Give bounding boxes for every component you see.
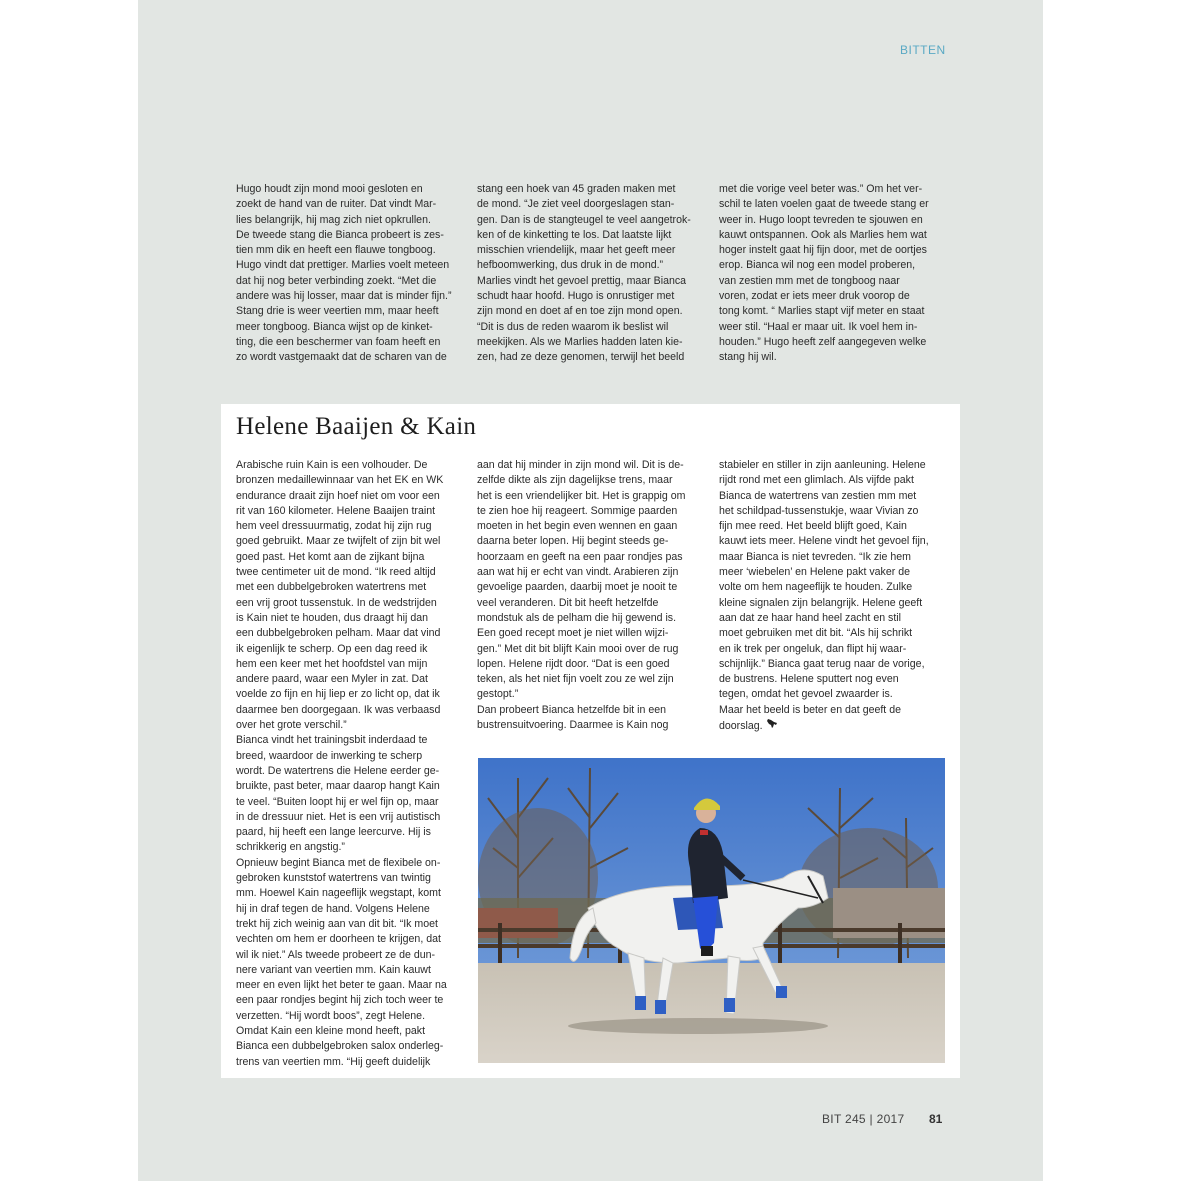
photo-illustration — [478, 758, 945, 1063]
article-column-2: stang een hoek van 45 graden maken met de mond. “Je ziet veel doorgeslagen stan- gen. Dan is de stangteugel te veel aangetrok- ken of de kinketting te los. Dat laatste lijkt misschien vriendelijk, maar het geeft meer hefboomwerking, dus druk in de mond.” Marlies vindt het gevoel prettig, maar Bianca schudt haar hoofd. Hugo is onrustiger met zijn mond en doet af en toe zijn mond open. “Dit is dus de reden waarom ik beslist wil meekijken. Als we Marlies hadden laten kie- zen, had ze deze genomen, terwijl het beeld — [477, 183, 691, 364]
box-column-2: aan dat hij minder in zijn mond wil. Dit is de- zelfde dikte als zijn dagelijkse trens, maar het is een vriendelijker bit. Het is grappig om te zien hoe hij reageert. Sommige paarden moeten in het begin even wennen en gaan daarna beter lopen. Hij begint steeds ge- hoorzaam en geeft na een paar rondjes pas aan wat hij er echt van vindt. Arabieren zijn gevoelige paarden, daarbij moet je nooit te veel veranderen. Dit bit heeft hetzelfde mondstuk als de pelham die hij gewend is. Een goed recept moet je niet willen wijzi- gen.” Met dit bit blijft Kain mooi over de rug lopen. Helene rijdt door. “Dat is een goed teken, als het niet fijn voelt zou ze wel zijn gestopt.” Dan probeert Bianca hetzelfde bit in een bustrensuitvoering. Daarmee is Kain nog — [477, 459, 686, 732]
article-column-1: Hugo houdt zijn mond mooi gesloten en zoekt de hand van de ruiter. Dat vindt Mar- lies belangrijk, hij mag zich niet opkrullen. De tweede stang die Bianca probeert is zes- tien mm dik en heeft een flauwe tongboog. Hugo vindt dat prettiger. Marlies voelt meteen dat hij nog beter verbinding zoekt. “Met die andere was hij losser, maar dat is minder fijn.” Stang drie is weer veertien mm, maar heeft meer tongboog. Bianca wijst op de kinket- ting, die een beschermer van foam heeft en zo wordt vastgemaakt dat de scharen van de — [236, 183, 452, 364]
section-label: BITTEN — [900, 43, 946, 57]
box-title: Helene Baaijen & Kain — [236, 413, 477, 440]
box-column-3-text: stabieler en stiller in zijn aanleuning. Helene rijdt rond met een glimlach. Als vijfde pakt Bianca de watertrens van zestien mm met het schildpad-tussenstukje, waar Vivian zo fijn mee reed. Het beeld blijft goed, Kain kauwt iets meer. Helene vindt het gevoel fijn, maar Bianca is niet tevreden. “Ik zie hem meer ‘wiebelen’ en Helene pakt vaker de volte om hem nageeflijk te houden. Zulke kleine signalen zijn belangrijk. Helene geeft aan dat ze haar hand heel zacht en stil moet gebruiken met dit bit. “Als hij schrikt en ik trek per ongeluk, dan flipt hij waar- schijnlijk.” Bianca gaat terug naar de vorige, de bustrens. Helene sputtert nog even tegen, omdat het gevoel zwaarder is. Maar het beeld is beter en dat geeft de doorslag. — [719, 459, 929, 733]
horse-end-mark-icon — [766, 718, 778, 729]
box-column-1: Arabische ruin Kain is een volhouder. De bronzen medaillewinnaar van het EK en WK endurance draait zijn hoef niet om voor een rit van 160 kilometer. Helene Baaijen traint hem veel dressuurmatig, zodat hij zijn rug goed gebruikt. Maar ze twijfelt of zijn bit wel goed past. Het komt aan de zijkant bijna twee centimeter uit de mond. “Ik reed altijd met een dubbelgebroken watertrens met een vrij groot tussenstuk. In de wedstrijden is Kain niet te houden, dus draagt hij dan een dubbelgebroken pelham. Maar dat vind ik eigenlijk te scherp. Op een dag reed ik hem een keer met het hoofdstel van mijn andere paard, waar een Myler in zat. Dat voelde zo fijn en hij liep er zo licht op, dat ik daarmee ben doorgegaan. Ik was verbaasd over het grote verschil.” Bianca vindt het trainingsbit inderdaad te breed, waardoor de inwerking te scherp wordt. De watertrens die Helene eerder ge- bruikte, past beter, maar daarop hangt Kain te veel. “Buiten loopt hij er wel fijn op, maar in de dressuur niet. Het is een vrij autistisch paard, hij heeft een lange leercurve. Hij is schrikkerig en angstig.” Opnieuw begint Bianca met de flexibele on- gebroken kunststof watertrens van twintig mm. Hoewel Kain nageeflijk wegstapt, komt hij in draf tegen de hand. Volgens Helene trekt hij zich weinig aan van dit bit. “Ik moet vechten om hem er doorheen te krijgen, dat wil ik niet.” Als tweede probeert ze de dun- nere variant van veertien mm. Kain kauwt meer en even lijkt het beter te gaan. Maar na een paar rondjes begint hij zich toch weer te verzetten. “Hij wordt boos”, zegt Helene. Omdat Kain een kleine mond heeft, pakt Bianca een dubbelgebroken salox onderleg- trens van veertien mm. “Hij geeft duidelijk — [236, 459, 447, 1068]
footer-magazine-issue: BIT 245 | 2017 — [822, 1112, 905, 1126]
box-column-3 — [719, 458, 951, 734]
article-column-3: met die vorige veel beter was.” Om het ver- schil te laten voelen gaat de tweede stang er weer in. Hugo loopt tevreden te sjouwen en kauwt ontspannen. Ook als Marlies hem wat hoger instelt gaat hij fijn door, met de oortjes erop. Bianca wil nog een model proberen, van zestien mm met de tongboog naar voren, zodat er iets meer druk voorop de tong komt. “ Marlies stapt vijf meter en staat weer stil. “Haal er maar uit. Ik voel hem in- houden.” Hugo heeft zelf aangegeven welke stang hij wil. — [719, 183, 929, 364]
page-number: 81 — [929, 1112, 943, 1126]
rider-horse-photo — [478, 758, 945, 1063]
